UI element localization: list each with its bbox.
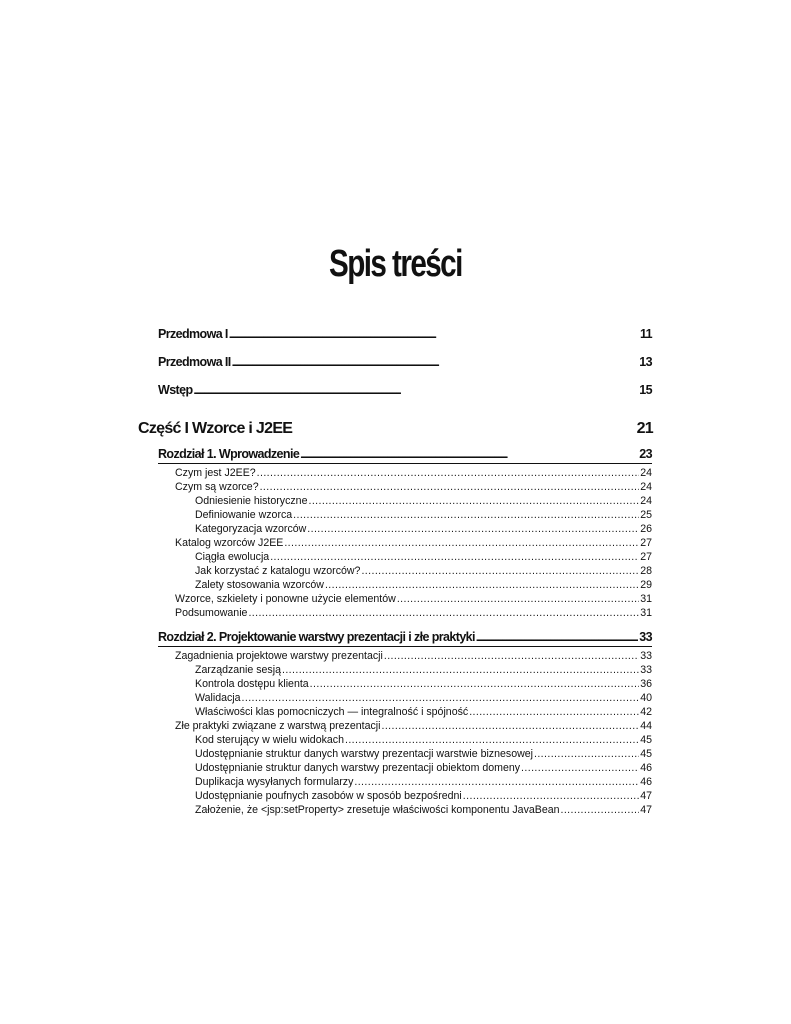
entry-page: 28 — [640, 565, 652, 577]
toc-subentry[interactable] — [195, 664, 652, 676]
entry-label: Udostępnianie struktur danych warstwy prezentacji obiektom domeny — [195, 762, 521, 774]
chapter-rule — [158, 646, 652, 647]
entry-label: Właściwości klas pomocniczych — integralność i spójność — [195, 706, 469, 718]
entry-label: Zalety stosowania wzorców — [195, 579, 324, 591]
toc-entry-front-matter[interactable] — [158, 327, 652, 341]
entry-label: Katalog wzorców J2EE — [175, 537, 284, 549]
toc-subentry[interactable] — [195, 495, 652, 507]
toc-subentry[interactable] — [195, 762, 652, 774]
entry-label: Przedmowa I — [158, 327, 228, 341]
entry-label: Wzorce, szkielety i ponowne użycie elementów — [175, 593, 396, 605]
entry-page: 40 — [640, 692, 652, 704]
entry-label: Zarządzanie sesją — [195, 664, 281, 676]
entry-page: 36 — [640, 678, 652, 690]
toc-subentry[interactable] — [195, 678, 652, 690]
chapter-label: Rozdział 1. Wprowadzenie — [158, 447, 300, 461]
entry-label: Definiowanie wzorca — [195, 509, 293, 521]
entry-page: 44 — [640, 720, 652, 732]
chapter-label: Rozdział 2. Projektowanie warstwy prezentacji i złe praktyki — [158, 630, 475, 644]
dot-leader — [463, 790, 639, 802]
dot-leader — [260, 481, 640, 493]
toc-entry[interactable] — [175, 467, 652, 479]
toc-subentry[interactable] — [195, 734, 652, 746]
entry-page: 24 — [640, 467, 652, 479]
dot-leader — [354, 776, 639, 788]
toc-subentry[interactable] — [195, 523, 652, 535]
toc-entry[interactable] — [175, 537, 652, 549]
entry-page: 11 — [639, 327, 652, 341]
dot-leader — [307, 523, 639, 535]
dot-leader — [270, 551, 639, 563]
toc-subentry[interactable] — [195, 579, 652, 591]
entry-label: Kod sterujący w wielu widokach — [195, 734, 344, 746]
dot-leader — [384, 650, 639, 662]
entry-page: 24 — [640, 481, 652, 493]
toc-subentry[interactable] — [195, 804, 652, 816]
entry-label: Założenie, że <jsp:setProperty> zresetuje właściwości komponentu JavaBean — [195, 804, 560, 816]
toc-entry[interactable] — [175, 481, 652, 493]
toc-subentry[interactable] — [195, 565, 652, 577]
entry-page: 31 — [640, 607, 652, 619]
entry-label: Kontrola dostępu klienta — [195, 678, 309, 690]
dot-leader — [397, 593, 639, 605]
dot-leader — [232, 358, 639, 369]
dot-leader — [242, 692, 640, 704]
entry-label: Czym jest J2EE? — [175, 467, 256, 479]
dot-leader — [361, 565, 639, 577]
entry-label: Duplikacja wysyłanych formularzy — [195, 776, 354, 788]
entry-page: 27 — [640, 537, 652, 549]
toc-part-heading[interactable] — [138, 420, 653, 438]
toc-entry[interactable] — [175, 607, 652, 619]
entry-page: 25 — [640, 509, 652, 521]
toc-entry[interactable] — [175, 650, 652, 662]
entry-label: Odniesienie historyczne — [195, 495, 308, 507]
toc-entry[interactable] — [175, 720, 652, 732]
toc-subentry[interactable] — [195, 706, 652, 718]
entry-label: Czym są wzorce? — [175, 481, 259, 493]
entry-label: Walidacja — [195, 692, 241, 704]
dot-leader — [345, 734, 639, 746]
toc-entry-front-matter[interactable] — [158, 355, 652, 369]
toc-subentry[interactable] — [195, 692, 652, 704]
dot-leader — [310, 678, 640, 690]
entry-page: 47 — [640, 804, 652, 816]
page-title: Spis treści — [329, 243, 462, 285]
toc-subentry[interactable] — [195, 551, 652, 563]
entry-label: Udostępnianie struktur danych warstwy prezentacji warstwie biznesowej — [195, 748, 533, 760]
dot-leader — [229, 330, 639, 341]
entry-page: 29 — [640, 579, 652, 591]
dot-leader — [293, 509, 639, 521]
entry-page: 15 — [639, 383, 652, 397]
dot-leader — [308, 495, 639, 507]
entry-page: 26 — [640, 523, 652, 535]
chapter-page: 33 — [639, 630, 652, 644]
entry-label: Złe praktyki związane z warstwą prezentacji — [175, 720, 381, 732]
toc-subentry[interactable] — [195, 776, 652, 788]
dot-leader — [561, 804, 640, 816]
dot-leader — [534, 748, 639, 760]
part-page: 21 — [636, 420, 653, 437]
entry-page: 13 — [639, 355, 652, 369]
toc-chapter-heading[interactable] — [158, 447, 652, 461]
entry-label: Przedmowa II — [158, 355, 231, 369]
dot-leader — [248, 607, 639, 619]
dot-leader — [521, 762, 639, 774]
dot-leader — [257, 467, 640, 479]
toc-entry[interactable] — [175, 593, 652, 605]
toc-subentry[interactable] — [195, 790, 652, 802]
entry-page: 46 — [640, 762, 652, 774]
toc-entry-front-matter[interactable] — [158, 383, 652, 397]
entry-page: 46 — [640, 776, 652, 788]
entry-page: 33 — [640, 664, 652, 676]
dot-leader — [284, 537, 639, 549]
entry-page: 45 — [640, 734, 652, 746]
toc-subentry[interactable] — [195, 748, 652, 760]
chapter-page: 23 — [639, 447, 652, 461]
entry-label: Wstęp — [158, 383, 193, 397]
part-label: Część I Wzorce i J2EE — [138, 420, 293, 437]
dot-leader — [300, 450, 638, 461]
entry-label: Ciągła ewolucja — [195, 551, 270, 563]
entry-label: Zagadnienia projektowe warstwy prezentacji — [175, 650, 383, 662]
entry-page: 33 — [640, 650, 652, 662]
entry-label: Udostępnianie poufnych zasobów w sposób bezpośredni — [195, 790, 462, 802]
dot-leader — [476, 633, 638, 644]
dot-leader — [325, 579, 639, 591]
entry-page: 45 — [640, 748, 652, 760]
entry-page: 47 — [640, 790, 652, 802]
toc-chapter-heading[interactable] — [158, 630, 652, 644]
dot-leader — [381, 720, 639, 732]
dot-leader — [282, 664, 639, 676]
entry-label: Podsumowanie — [175, 607, 248, 619]
entry-label: Jak korzystać z katalogu wzorców? — [195, 565, 361, 577]
dot-leader — [194, 386, 639, 397]
entry-page: 24 — [640, 495, 652, 507]
entry-page: 27 — [640, 551, 652, 563]
entry-page: 42 — [640, 706, 652, 718]
entry-label: Kategoryzacja wzorców — [195, 523, 307, 535]
entry-page: 31 — [640, 593, 652, 605]
toc-subentry[interactable] — [195, 509, 652, 521]
chapter-rule — [158, 463, 652, 464]
dot-leader — [469, 706, 639, 718]
